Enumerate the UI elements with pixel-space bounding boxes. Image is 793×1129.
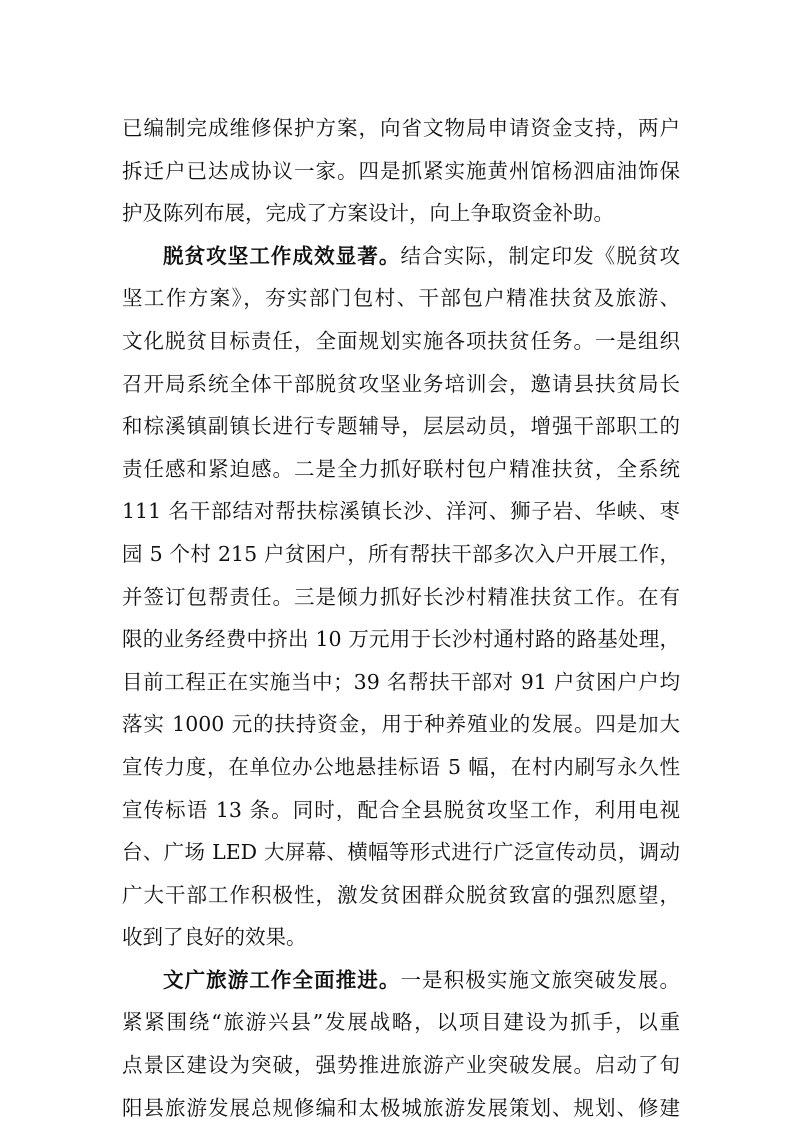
text-line: 台、广场 LED 大屏幕、横幅等形式进行广泛宣传动员，调动: [122, 840, 680, 865]
text-line: 文化脱贫目标责任，全面规划实施各项扶贫任务。一是组织: [122, 328, 680, 353]
text-line: 点景区建设为突破，强势推进旅游产业突破发展。启动了旬: [122, 1053, 680, 1078]
section-heading: 文广旅游工作全面推进。: [163, 967, 401, 992]
text-line: 并签订包帮责任。三是倾力抓好长沙村精准扶贫工作。在有: [122, 584, 680, 609]
text-line: 坚工作方案》，夯实部门包村、干部包户精准扶贫及旅游、: [122, 286, 680, 311]
text-line: 责任感和紧迫感。二是全力抓好联村包户精准扶贫，全系统: [122, 456, 680, 481]
text-line: 限的业务经费中挤出 10 万元用于长沙村通村路的路基处理，: [122, 627, 680, 652]
text-line: 阳县旅游发展总规修编和太极城旅游发展策划、规划、修建: [122, 1095, 680, 1120]
text-line: 护及陈列布展，完成了方案设计，向上争取资金补助。: [122, 201, 614, 226]
paragraph-heading-line: [122, 235, 680, 278]
text-line: 宣传标语 13 条。同时，配合全县脱贫攻坚工作，利用电视: [122, 797, 680, 822]
text-line: 目前工程正在实施当中；39 名帮扶干部对 91 户贫困户户均: [122, 669, 680, 694]
text-line: 园 5 个村 215 户贫困户，所有帮扶干部多次入户开展工作，: [122, 541, 680, 566]
section-heading: 脱贫攻坚工作成效显著。: [163, 243, 401, 268]
text-line: 111 名干部结对帮扶棕溪镇长沙、洋河、狮子岩、华峡、枣: [122, 499, 680, 524]
text-line: 紧紧围绕“旅游兴县”发展战略，以项目建设为抓手，以重: [122, 1010, 680, 1035]
text-line: 和棕溪镇副镇长进行专题辅导，层层动员，增强干部职工的: [122, 414, 680, 439]
text-line: 收到了良好的效果。: [122, 925, 307, 950]
text-line: 已编制完成维修保护方案，向省文物局申请资金支持，两户: [122, 116, 680, 140]
document-body: [122, 107, 680, 1129]
text-line: 召开局系统全体干部脱贫攻坚业务培训会，邀请县扶贫局长: [122, 371, 680, 396]
text-line: 落实 1000 元的扶持资金，用于种养殖业的发展。四是加大: [122, 712, 680, 737]
text-span: 结合实际，制定印发《脱贫攻: [400, 243, 680, 268]
paragraph-heading-line: [122, 959, 680, 1002]
text-span: 一是积极实施文旅突破发展。: [400, 967, 680, 992]
text-line: 拆迁户已达成协议一家。四是抓紧实施黄州馆杨泗庙油饰保: [122, 158, 680, 183]
text-line: 宣传力度，在单位办公地悬挂标语 5 幅，在村内刷写永久性: [122, 754, 680, 779]
text-line: 广大干部工作积极性，激发贫困群众脱贫致富的强烈愿望，: [122, 882, 680, 907]
